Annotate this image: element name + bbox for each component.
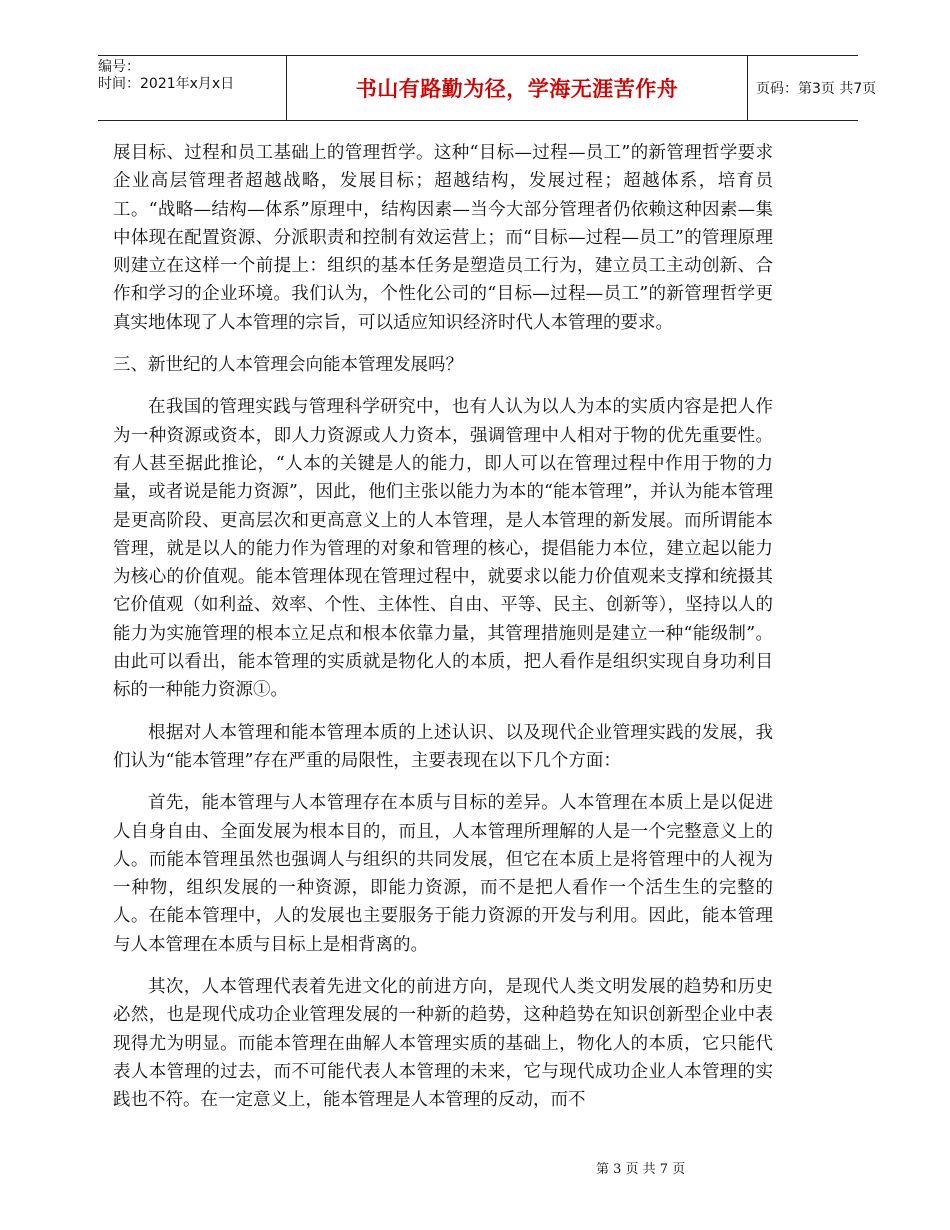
paragraph: 在我国的管理实践与管理科学研究中，也有人认为以人为本的实质内容是把人作为一种资源或资本，即人力资源或人力资本，强调管理中人相对于物的优先重要性。有人甚至据此推论，“人本的关键是人的能力，即人可以在管理过程中作用于物的力量，或者说是能力资源”，因此，他们主张以能力为本的“能本管理”，并认为能本管理是更高阶段、更高层次和更高意义上的人本管理，是人本管理的新发展。而所谓能本管理，就是以人的能力作为管理的对象和管理的核心，提倡能力本位，建立起以能力为核心的价值观。能本管理体现在管理过程中，就要求以能力价值观来支撑和统摄其它价值观（如利益、效率、个性、主体性、自由、平等、民主、创新等），坚持以人的能力为实施管理的根本立足点和根本依靠力量，其管理措施则是建立一种“能级制”。由此可以看出，能本管理的实质就是物化人的本质，把人看作是组织实现自身功利目标的一种能力资源①。: [113, 397, 773, 701]
header-motto: 书山有路勤为径，学海无涯苦作舟: [286, 56, 748, 120]
document-body: [113, 139, 773, 1129]
section-heading: 三、新世纪的人本管理会向能本管理发展吗？: [113, 355, 463, 376]
paragraph: 其次，人本管理代表着先进文化的前进方向，是现代人类文明发展的趋势和历史必然，也是现代成功企业管理发展的一种新的趋势，这种趋势在知识创新型企业中表现得尤为明显。而能本管理在曲解人本管理实质的基础上，物化人的本质，它只能代表人本管理的过去，而不可能代表人本管理的未来，它与现代成功企业人本管理的实践也不符。在一定意义上，能本管理是人本管理的反动，而不: [113, 977, 773, 1111]
header-page-label: 页码：第3页 共7页: [756, 81, 877, 97]
paragraph-continued: 展目标、过程和员工基础上的管理哲学。这种“目标—过程—员工”的新管理哲学要求企业高层管理者超越战略，发展目标；超越结构，发展过程；超越体系，培育员工。“战略—结构—体系”原理中，结构因素—当今大部分管理者仍依赖这种因素—集中体现在配置资源、分派职责和控制有效运营上；而“目标—过程—员工”的管理原理则建立在这样一个前提上：组织的基本任务是塑造员工行为，建立员工主动创新、合作和学习的企业环境。我们认为，个性化公司的“目标—过程—员工”的新管理哲学更真实地体现了人本管理的宗旨，可以适应知识经济时代人本管理的要求。: [113, 143, 773, 333]
page-footer: 第 3 页 共 7 页: [596, 1162, 686, 1177]
document-time-label: 时间：2021年x月x日: [98, 76, 235, 92]
paragraph: 首先，能本管理与人本管理存在本质与目标的差异。人本管理在本质上是以促进人自身自由、全面发展为根本目的，而且，人本管理所理解的人是一个完整意义上的人。而能本管理虽然也强调人与组织的共同发展，但它在本质上是将管理中的人视为一种物，组织发展的一种资源，即能力资源，而不是把人看作一个活生生的完整的人。在能本管理中，人的发展也主要服务于能力资源的开发与利用。因此，能本管理与人本管理在本质与目标上是相背离的。: [113, 793, 773, 955]
document-number-label: 编号：: [98, 59, 140, 75]
header-meta: [98, 56, 286, 120]
paragraph: 根据对人本管理和能本管理本质的上述认识、以及现代企业管理实践的发展，我们认为“能本管理”存在严重的局限性，主要表现在以下几个方面：: [113, 722, 773, 771]
page-header: [98, 55, 877, 121]
